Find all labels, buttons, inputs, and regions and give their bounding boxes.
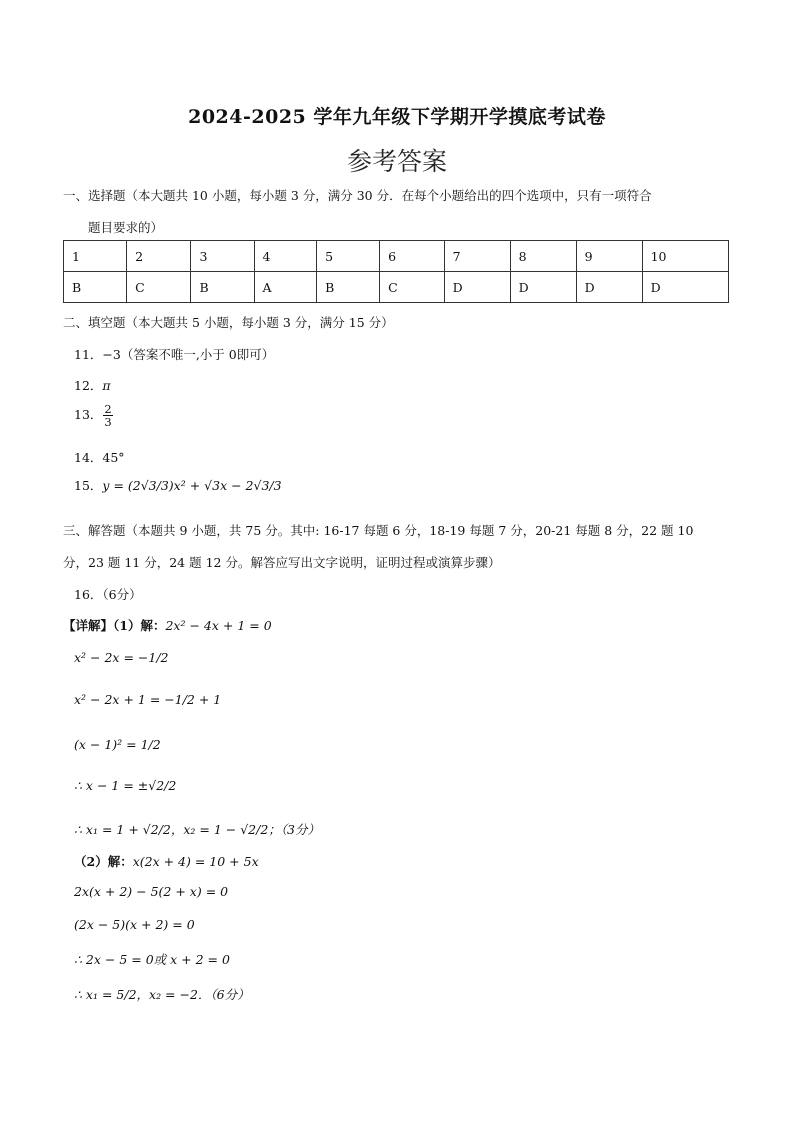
q12-answer: π bbox=[102, 378, 111, 393]
exam-title: 2024-2025 学年九年级下学期开学摸底考试卷 bbox=[188, 106, 606, 128]
step9: ∴ x₁ = 5/2，x₂ = −2．（6分） bbox=[74, 987, 250, 1002]
q14-answer: 45° bbox=[102, 450, 125, 465]
part1-label: （1）解： bbox=[113, 618, 166, 633]
q15-line bbox=[74, 476, 282, 494]
q15-number: 15． bbox=[74, 478, 103, 493]
question-number-cell: 8 bbox=[510, 241, 576, 272]
q16-header: 16．（6分） bbox=[74, 587, 142, 602]
question-number-cell: 2 bbox=[127, 241, 191, 272]
step3: (x − 1)² = 1/2 bbox=[74, 737, 161, 752]
q11-number: 11． bbox=[74, 347, 103, 362]
step4: ∴ x − 1 = ±√2/2 bbox=[74, 778, 177, 793]
answer-cell: D bbox=[642, 272, 728, 303]
question-number-cell: 4 bbox=[254, 241, 317, 272]
q15-answer: y = (2√3/3)x² + √3x − 2√3/3 bbox=[102, 478, 282, 493]
answer-cell: D bbox=[510, 272, 576, 303]
section3-heading: 三、解答题（本题共 9 小题，共 75 分。其中: 16-17 每题 6 分，18-19 每题 7 分，20-21 每题 8 分，22 题 10 bbox=[63, 523, 694, 538]
question-number-cell: 9 bbox=[576, 241, 642, 272]
question-number-cell: 10 bbox=[642, 241, 728, 272]
step2: x² − 2x + 1 = −1/2 + 1 bbox=[74, 692, 222, 707]
answer-cell: B bbox=[64, 272, 127, 303]
step6: 2x(x + 2) − 5(2 + x) = 0 bbox=[74, 884, 229, 899]
answer-cell: A bbox=[254, 272, 317, 303]
answer-key-subtitle: 参考答案 bbox=[346, 147, 447, 176]
step7: (2x − 5)(x + 2) = 0 bbox=[74, 917, 195, 932]
part1-equation: 2x² − 4x + 1 = 0 bbox=[165, 618, 272, 633]
question-number-cell: 1 bbox=[64, 241, 127, 272]
q11-answer: −3（答案不唯一,小于 0即可） bbox=[102, 347, 275, 362]
answer-cell: D bbox=[444, 272, 510, 303]
answer-table bbox=[63, 240, 729, 303]
answer-row bbox=[64, 272, 729, 303]
q14-number: 14． bbox=[74, 450, 103, 465]
q13-number: 13． bbox=[74, 407, 103, 423]
step5: ∴ x₁ = 1 + √2/2，x₂ = 1 − √2/2；（3分） bbox=[74, 822, 321, 837]
question-number-row bbox=[64, 241, 729, 272]
q13-denominator: 3 bbox=[104, 415, 112, 430]
question-number-cell: 5 bbox=[317, 241, 380, 272]
answer-cell: C bbox=[127, 272, 191, 303]
part2-equation: x(2x + 4) = 10 + 5x bbox=[132, 854, 259, 869]
question-number-cell: 7 bbox=[444, 241, 510, 272]
question-number-cell: 3 bbox=[191, 241, 254, 272]
step1: x² − 2x = −1/2 bbox=[74, 650, 169, 665]
section2-heading: 二、填空题（本大题共 5 小题，每小题 3 分，满分 15 分） bbox=[63, 315, 394, 330]
q12-line bbox=[74, 376, 111, 394]
section1-heading: 一、选择题（本大题共 10 小题，每小题 3 分，满分 30 分．在每个小题给出的四个选项中，只有一项符合 bbox=[63, 188, 652, 203]
q11-line bbox=[74, 345, 274, 363]
answer-cell: B bbox=[317, 272, 380, 303]
question-number-cell: 6 bbox=[380, 241, 444, 272]
q16-part1-line bbox=[63, 616, 272, 634]
step8: ∴ 2x − 5 = 0或 x + 2 = 0 bbox=[74, 952, 230, 967]
section1-heading-cont: 题目要求的） bbox=[88, 220, 164, 235]
section3-heading-cont: 分，23 题 11 分，24 题 12 分。解答应写出文字说明，证明过程或演算步骤） bbox=[63, 555, 501, 570]
answer-cell: C bbox=[380, 272, 444, 303]
answer-cell: B bbox=[191, 272, 254, 303]
q13-numerator: 2 bbox=[104, 402, 112, 416]
q13-line bbox=[74, 403, 114, 428]
answer-cell: D bbox=[576, 272, 642, 303]
q14-line bbox=[74, 448, 125, 466]
part2-label: （2）解： bbox=[74, 854, 133, 869]
q16-part2-line bbox=[74, 852, 259, 870]
q12-number: 12． bbox=[74, 378, 103, 393]
detail-label: 【详解】 bbox=[63, 618, 114, 633]
q13-fraction bbox=[103, 403, 112, 428]
